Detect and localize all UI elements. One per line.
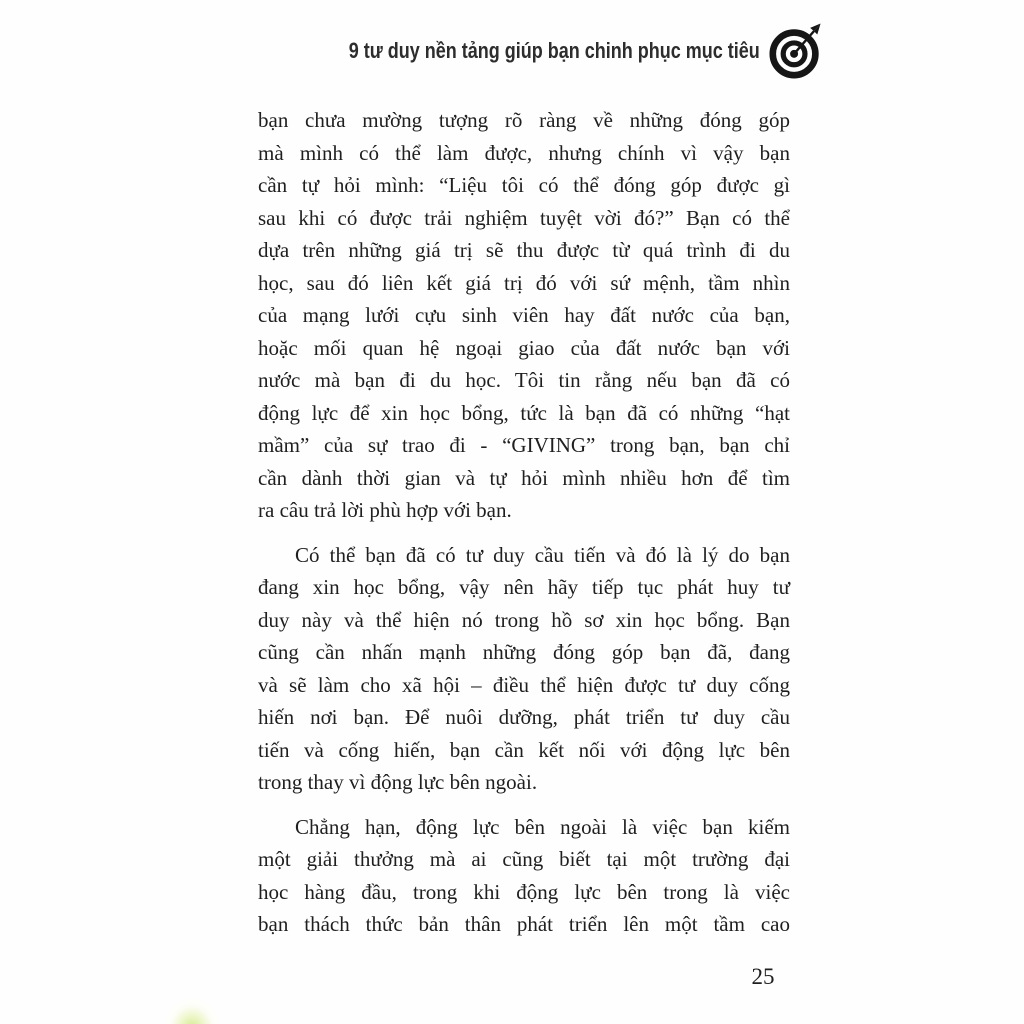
text-line: động lực để xin học bổng, tức là bạn đã có những “hạt — [258, 400, 790, 425]
text-line: học, sau đó liên kết giá trị đó với sứ mệnh, tầm nhìn — [258, 270, 790, 295]
text-line: và sẽ làm cho xã hội – điều thể hiện được tư duy cống — [258, 672, 790, 697]
paragraph — [258, 539, 790, 799]
text-line: tiến và cống hiến, bạn cần kết nối với động lực bên — [258, 737, 790, 762]
text-line: mà mình có thể làm được, nhưng chính vì vậy bạn — [258, 140, 790, 165]
text-line: một giải thưởng mà ai cũng biết tại một trường đại — [258, 847, 790, 871]
page-number: 25 — [751, 964, 775, 989]
text-line: đang xin học bổng, vậy nên hãy tiếp tục phát huy tư — [258, 575, 790, 599]
text-line: học hàng đầu, trong khi động lực bên trong là việc — [258, 879, 790, 904]
text-line: Có thể bạn đã có tư duy cầu tiến và đó là lý do bạn — [295, 542, 790, 567]
text-line: bạn thách thức bản thân phát triển lên một tầm cao — [258, 912, 790, 936]
bullseye-target-dart-icon — [769, 21, 822, 81]
text-line: hiến nơi bạn. Để nuôi dưỡng, phát triển tư duy cầu — [258, 705, 790, 729]
paragraph — [258, 811, 790, 941]
text-line: hoặc mối quan hệ ngoại giao của đất nước bạn với — [258, 335, 790, 360]
text-line: ra câu trả lời phù hợp với bạn. — [258, 498, 512, 522]
scan-artifact — [163, 994, 221, 1024]
text-line: trong thay vì động lực bên ngoài. — [258, 770, 538, 794]
text-line: cần dành thời gian và tự hỏi mình nhiều hơn để tìm — [258, 465, 790, 490]
text-line: mầm” của sự trao đi - “GIVING” trong bạn, bạn chỉ — [258, 433, 790, 457]
running-header-title: 9 tư duy nền tảng giúp bạn chinh phục mục tiêu — [348, 38, 760, 63]
text-line: dựa trên những giá trị sẽ thu được từ quá trình đi du — [258, 238, 790, 262]
text-line: bạn chưa mường tượng rõ ràng về những đóng góp — [258, 108, 790, 132]
text-block — [258, 104, 790, 941]
text-line: cần tự hỏi mình: “Liệu tôi có thể đóng góp được gì — [258, 173, 790, 197]
text-line: Chẳng hạn, động lực bên ngoài là việc bạn kiếm — [295, 814, 790, 839]
paragraph — [258, 104, 790, 527]
text-line: của mạng lưới cựu sinh viên hay đất nước của bạn, — [258, 303, 790, 327]
text-line: nước mà bạn đi du học. Tôi tin rằng nếu bạn đã có — [258, 368, 790, 392]
text-line: sau khi có được trải nghiệm tuyệt vời đó?” Bạn có thể — [258, 205, 790, 230]
text-line: duy này và thể hiện nó trong hồ sơ xin học bổng. Bạn — [258, 607, 790, 632]
text-line: cũng cần nhấn mạnh những đóng góp bạn đã, đang — [258, 640, 790, 664]
running-header — [0, 20, 822, 82]
